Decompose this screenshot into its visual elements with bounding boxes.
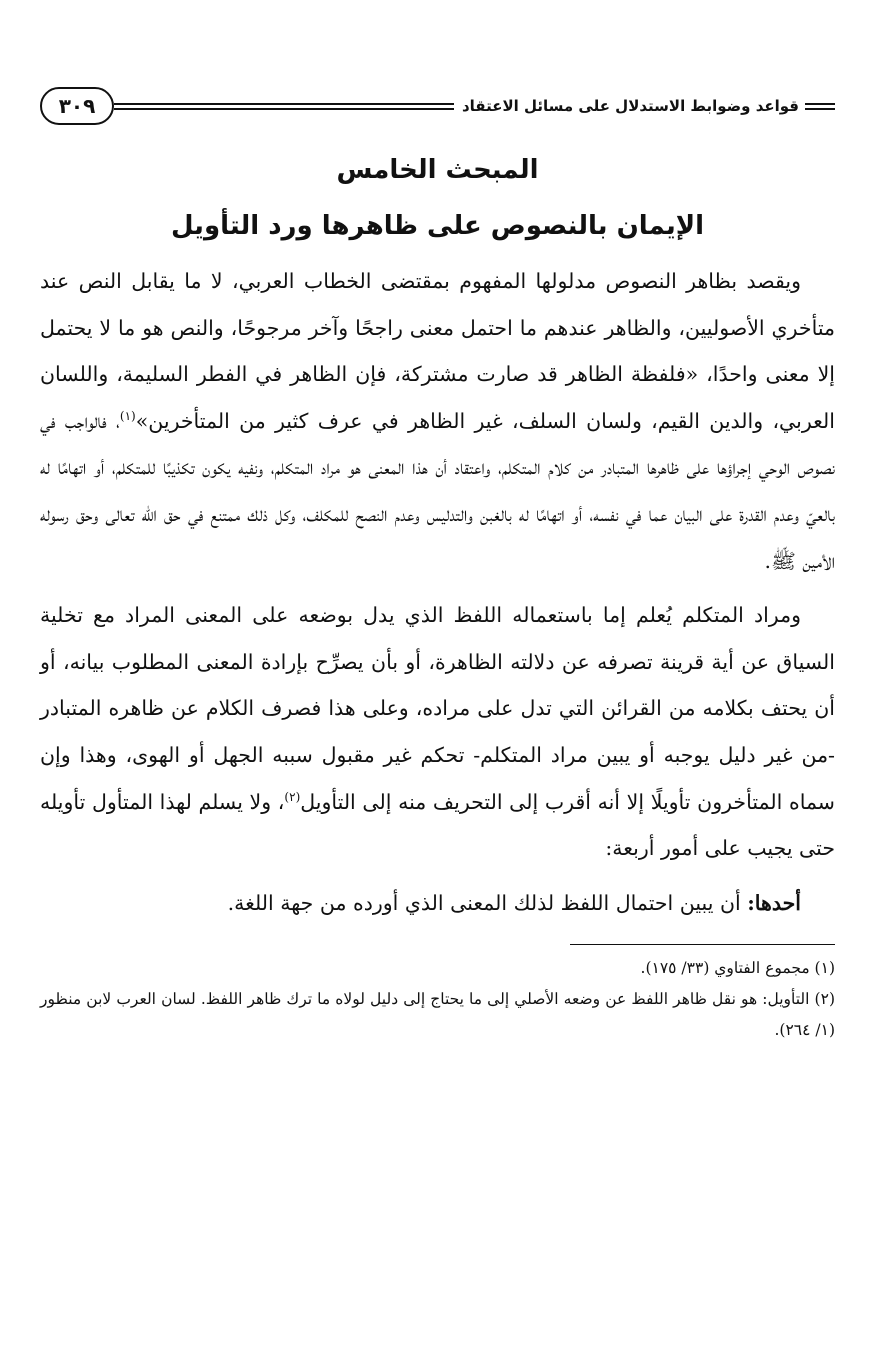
paragraph-3-text: أن يبين احتمال اللفظ لذلك المعنى الذي أورده من جهة اللغة. — [227, 890, 748, 915]
header-title: قواعد وضوابط الاستدلال على مسائل الاعتقاد — [461, 97, 799, 115]
footnote-separator — [570, 944, 835, 945]
header-rule — [114, 103, 454, 110]
footnote-2: (٢) التأويل: هو نقل ظاهر اللفظ عن وضعه الأصلي إلى ما يحتاج إلى دليل لولاه ما ترك ظاهر اللفظ. لسان العرب لابن منظور (١/ ٢٦٤). — [40, 990, 835, 1040]
running-header — [40, 82, 835, 130]
footnote-ref-1: (١) — [119, 408, 136, 423]
footnote-ref-2: (٢) — [284, 789, 301, 804]
page-number: ٣٠٩ — [40, 87, 114, 125]
paragraph-3-lead: أحدها: — [747, 890, 801, 915]
paragraph-1-text-a: ويقصد بظاهر النصوص مدلولها المفهوم بمقتضى الخطاب العربي، لا ما يقابل النص عند متأخري الأصوليين، والظاهر عندهم ما احتمل معنى راجحًا وآخر مرجوحًا، والنص هو ما لا يحتمل إلا معنى واحدًا، «فلفظة الظاهر قد صارت مشتركة، فإن الظاهر في الفطر السليمة، واللسان العربي، والدين القيم، ولسان السلف، غير الظاهر في عرف كثير من المتأخرين» — [40, 269, 835, 433]
paragraph-2 — [40, 592, 835, 872]
paragraph-1-text-b: ، فالواجب في نصوص الوحي إجراؤها على ظاهرها المتبادر من كلام المتكلم، واعتقاد أن هذا المعنى هو مراد المتكلم، ونفيه يكون تكذيبًا للمتكلم، أو اتهامًا له بالعيّ وعدم القدرة على البيان عما في نفسه، أو اتهامًا له بالغبن والتدليس وعدم النصح للمكلف، وكل ذلك ممتنع في حق الله تعالى وحق رسوله الأمين ﷺ. — [40, 408, 835, 573]
paragraph-2-text-a: ومراد المتكلم يُعلم إما باستعماله اللفظ الذي يدل بوضعه على المعنى المراد مع تخلية السياق عن أية قرينة تصرفه عن دلالته الظاهرة، أو بأن يصرِّح بإرادة المعنى المطلوب بيانه، أو أن يحتف بكلامه من القرائن التي تدل على مراده، وعلى هذا فصرف الكلام عن ظاهره المتبادر -من غير دليل يوجبه أو يبين مراد المتكلم- تحكم غير مقبول سببه الجهل أو الهوى، وهذا وإن سماه المتأخرون تأويلًا إلا أنه أقرب إلى التحريف منه إلى التأويل — [40, 603, 835, 814]
book-page — [40, 82, 835, 1342]
header-ornament — [805, 103, 835, 110]
section-subtitle: الإيمان بالنصوص على ظاهرها ورد التأويل — [170, 211, 705, 241]
footnotes — [40, 953, 835, 1046]
body-text — [40, 258, 835, 926]
paragraph-1 — [40, 258, 835, 584]
section-title: المبحث الخامس — [336, 155, 539, 185]
paragraph-3 — [40, 880, 835, 927]
paragraph-2-text-b: ، ولا يسلم لهذا المتأول تأويله حتى يجيب على أمور أربعة: — [40, 789, 835, 861]
footnote-1: (١) مجموع الفتاوي (٣٣/ ١٧٥). — [640, 959, 835, 978]
